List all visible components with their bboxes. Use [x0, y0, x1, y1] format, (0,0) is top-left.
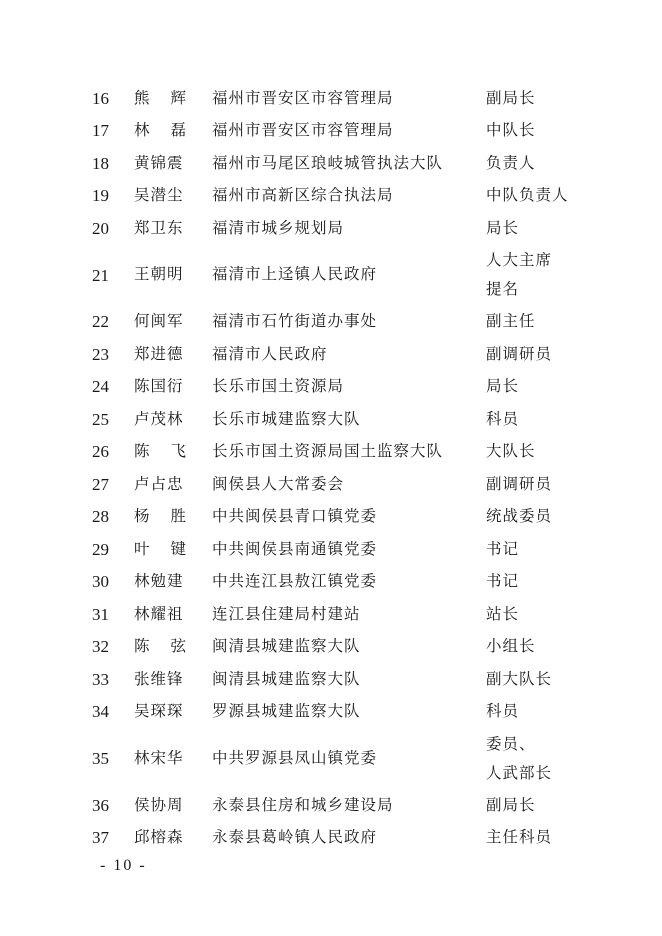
row-number: 19 — [92, 186, 109, 206]
work-unit: 福清市石竹街道办事处 — [212, 312, 378, 330]
job-title-line: 提名 — [486, 280, 520, 298]
work-unit: 中共连江县敖江镇党委 — [212, 572, 378, 590]
row-number: 33 — [92, 669, 109, 689]
job-title — [486, 340, 592, 369]
row-number: 31 — [92, 604, 109, 624]
person-name: 黄锦震 — [134, 153, 184, 172]
job-title — [486, 567, 592, 596]
work-unit: 福清市城乡规划局 — [212, 218, 345, 237]
list-item — [92, 306, 592, 339]
work-unit: 长乐市国土资源局国土监察大队 — [212, 442, 444, 460]
name-char: 辉 — [170, 88, 186, 107]
row-number: 22 — [92, 312, 109, 332]
list-item — [92, 566, 592, 599]
work-unit: 中共闽侯县青口镇党委 — [212, 507, 378, 525]
row-number: 18 — [92, 153, 109, 173]
person-name — [134, 539, 186, 558]
person-name: 郑卫东 — [134, 218, 184, 237]
job-title — [486, 181, 592, 210]
list-item — [92, 180, 592, 213]
job-title — [486, 116, 592, 145]
list-item — [92, 371, 592, 404]
person-name: 林宋华 — [134, 748, 184, 767]
work-unit: 福州市晋安区市容管理局 — [212, 121, 394, 139]
job-title-line: 副局长 — [486, 795, 536, 814]
work-unit: 中共罗源县凤山镇党委 — [212, 748, 378, 767]
job-title — [486, 437, 592, 466]
person-name: 吴琛琛 — [134, 702, 184, 720]
row-number: 23 — [92, 344, 109, 364]
job-title — [486, 600, 592, 629]
work-unit: 永泰县葛岭镇人民政府 — [212, 828, 378, 846]
work-unit: 长乐市国土资源局 — [212, 377, 345, 395]
row-number: 21 — [92, 265, 109, 285]
job-title — [486, 149, 592, 178]
list-item — [92, 822, 592, 855]
name-char: 飞 — [170, 442, 186, 460]
person-name: 张维锋 — [134, 669, 184, 688]
person-name: 吴潜尘 — [134, 186, 184, 204]
job-title — [486, 372, 592, 401]
list-item — [92, 82, 592, 115]
job-title — [486, 535, 592, 564]
job-title-line: 委员、 — [486, 734, 536, 753]
job-title-line: 副主任 — [486, 312, 536, 331]
work-unit: 闽清县城建监察大队 — [212, 669, 361, 688]
person-name: 王朝明 — [134, 265, 184, 284]
job-title — [486, 405, 592, 434]
job-title-line: 局长 — [486, 218, 520, 237]
row-number: 28 — [92, 507, 109, 527]
list-item — [92, 147, 592, 180]
person-name: 林勉建 — [134, 572, 184, 590]
person-name: 侯协周 — [134, 795, 184, 814]
row-number: 27 — [92, 474, 109, 494]
job-title-line: 副大队长 — [486, 669, 553, 688]
job-title — [486, 730, 592, 788]
row-number: 26 — [92, 442, 109, 462]
row-number: 24 — [92, 377, 109, 397]
job-title — [486, 823, 592, 852]
name-char: 键 — [170, 539, 186, 558]
row-number: 17 — [92, 121, 109, 141]
job-title-line: 局长 — [486, 377, 520, 396]
job-title-line: 书记 — [486, 572, 520, 591]
list-item — [92, 212, 592, 245]
list-item — [92, 696, 592, 729]
row-number: 25 — [92, 409, 109, 429]
person-name: 陈国衍 — [134, 377, 184, 395]
job-title — [486, 470, 592, 499]
list-item — [92, 245, 592, 306]
name-char: 陈 — [134, 637, 150, 655]
list-item — [92, 598, 592, 631]
job-title-line: 小组长 — [486, 637, 536, 656]
job-title — [486, 791, 592, 820]
row-number: 36 — [92, 795, 109, 815]
job-title-line: 统战委员 — [486, 507, 553, 526]
job-title-line: 科员 — [486, 409, 520, 428]
name-char: 磊 — [170, 121, 186, 139]
job-title-line: 中队长 — [486, 121, 536, 140]
work-unit: 闽清县城建监察大队 — [212, 637, 361, 655]
person-name: 郑进德 — [134, 344, 184, 363]
name-char: 胜 — [170, 507, 186, 525]
row-number: 32 — [92, 637, 109, 657]
person-name: 林耀祖 — [134, 604, 184, 623]
person-name — [134, 509, 186, 525]
job-title-line: 副局长 — [486, 88, 536, 107]
list-item — [92, 115, 592, 148]
person-name: 邱榕森 — [134, 828, 184, 846]
job-title-line: 人大主席 — [486, 251, 553, 269]
list-item — [92, 403, 592, 436]
job-title — [486, 665, 592, 694]
row-number: 20 — [92, 218, 109, 238]
list-item — [92, 468, 592, 501]
work-unit: 闽侯县人大常委会 — [212, 474, 345, 493]
work-unit: 罗源县城建监察大队 — [212, 702, 361, 720]
job-title — [486, 246, 592, 304]
job-title-line: 站长 — [486, 604, 520, 623]
row-number: 34 — [92, 702, 109, 722]
job-title — [486, 502, 592, 531]
list-item — [92, 501, 592, 534]
job-title-line: 大队长 — [486, 442, 536, 461]
work-unit: 福州市高新区综合执法局 — [212, 186, 394, 204]
name-char: 杨 — [134, 507, 150, 525]
job-title-line: 副调研员 — [486, 344, 553, 363]
person-name: 何闽军 — [134, 312, 184, 330]
list-item — [92, 789, 592, 822]
job-title — [486, 697, 592, 726]
job-title — [486, 214, 592, 243]
list-item — [92, 533, 592, 566]
person-name: 卢茂林 — [134, 409, 184, 428]
job-title-line: 中队负责人 — [486, 186, 569, 205]
list-item — [92, 338, 592, 371]
job-title-line: 科员 — [486, 702, 520, 721]
row-number: 16 — [92, 88, 109, 108]
list-item — [92, 663, 592, 696]
job-title — [486, 632, 592, 661]
work-unit: 福清市人民政府 — [212, 344, 328, 363]
work-unit: 福清市上迳镇人民政府 — [212, 265, 378, 284]
work-unit: 连江县住建局村建站 — [212, 604, 361, 623]
person-name — [134, 444, 186, 460]
job-title-line: 人武部长 — [486, 763, 553, 782]
work-unit: 长乐市城建监察大队 — [212, 409, 361, 428]
person-name: 卢占忠 — [134, 474, 184, 493]
job-title-line: 副调研员 — [486, 474, 553, 493]
job-title — [486, 307, 592, 336]
job-title-line: 主任科员 — [486, 828, 553, 847]
person-name — [134, 123, 186, 139]
name-list — [92, 82, 592, 854]
row-number: 30 — [92, 572, 109, 592]
work-unit: 永泰县住房和城乡建设局 — [212, 795, 394, 814]
person-name — [134, 88, 186, 107]
name-char: 林 — [134, 121, 150, 139]
work-unit: 福州市晋安区市容管理局 — [212, 88, 394, 107]
row-number: 35 — [92, 749, 109, 768]
list-item — [92, 436, 592, 469]
name-char: 陈 — [134, 442, 150, 460]
name-char: 熊 — [134, 88, 150, 107]
list-item — [92, 728, 592, 789]
name-char: 叶 — [134, 539, 150, 558]
work-unit: 中共闽侯县南通镇党委 — [212, 539, 378, 558]
row-number: 37 — [92, 828, 109, 848]
job-title — [486, 84, 592, 113]
list-item — [92, 631, 592, 664]
page-number: - 10 - — [100, 857, 147, 874]
job-title-line: 负责人 — [486, 153, 536, 172]
name-char: 弦 — [170, 637, 186, 655]
job-title-line: 书记 — [486, 539, 520, 558]
work-unit: 福州市马尾区琅岐城管执法大队 — [212, 153, 444, 172]
person-name — [134, 639, 186, 655]
row-number: 29 — [92, 539, 109, 559]
